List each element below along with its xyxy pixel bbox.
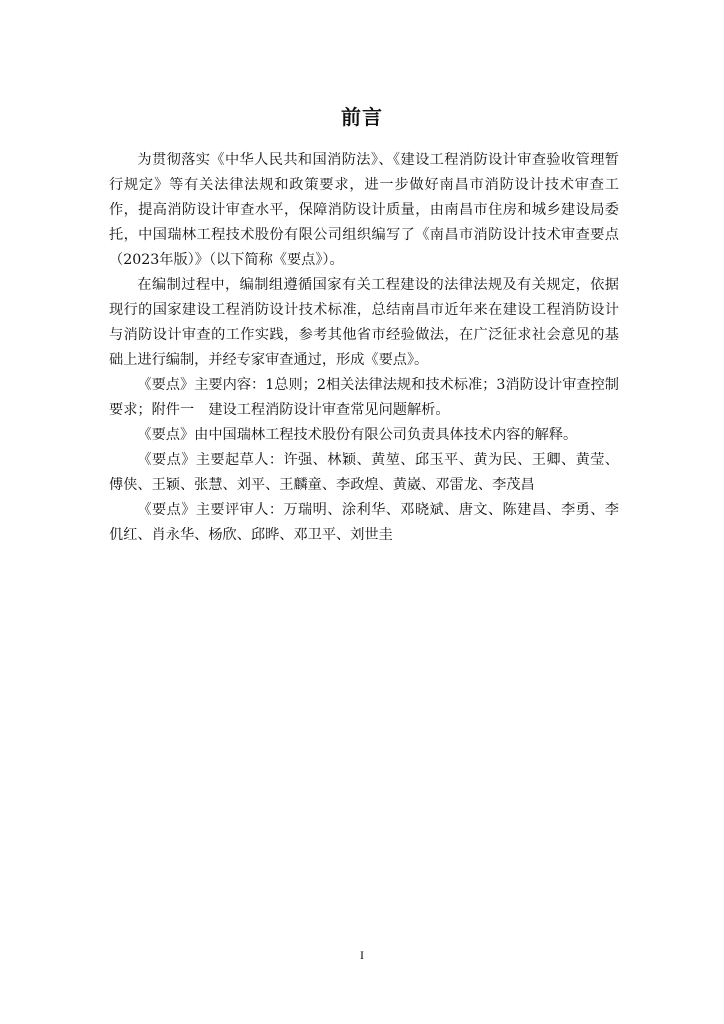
paragraph-interpretation: 《要点》由中国瑞林工程技术股份有限公司负责具体技术内容的解释。	[137, 427, 578, 443]
paragraph-drafters: 《要点》主要起草人：许强、林颖、黄堃、邱玉平、黄为民、王卿、黄莹、傅侠、王颖、张慧、刘平、王麟童、李政煌、黄崴、邓雷龙、李茂昌	[109, 452, 619, 493]
page-number: I	[360, 948, 364, 962]
paragraph-contents: 《要点》主要内容：1总则；2相关法律法规和技术标准；3消防设计审查控制要求；附件一 建设工程消防设计审查常见问题解析。	[109, 377, 619, 418]
preface-body	[109, 148, 619, 548]
paragraph-purpose: 为贯彻落实《中华人民共和国消防法》、《建设工程消防设计审查验收管理暂行规定》等有关法律法规和政策要求，进一步做好南昌市消防设计技术审查工作，提高消防设计审查水平，保障消防设计质量，由南昌市住房和城乡建设局委托，中国瑞林工程技术股份有限公司组织编写了《南昌市消防设计技术审查要点（2023年版）》（以下简称《要点》）。	[109, 152, 619, 268]
paragraph-reviewers: 《要点》主要评审人：万瑞明、涂利华、邓晓斌、唐文、陈建昌、李勇、李仉红、肖永华、杨欣、邱晔、邓卫平、刘世圭	[109, 502, 619, 543]
paragraph-process: 在编制过程中，编制组遵循国家有关工程建设的法律法规及有关规定，依据现行的国家建设工程消防设计技术标准，总结南昌市近年来在建设工程消防设计与消防设计审查的工作实践，参考其他省市经验做法，在广泛征求社会意见的基础上进行编制，并经专家审查通过，形成《要点》。	[109, 277, 619, 368]
page-title: 前言	[341, 105, 383, 129]
